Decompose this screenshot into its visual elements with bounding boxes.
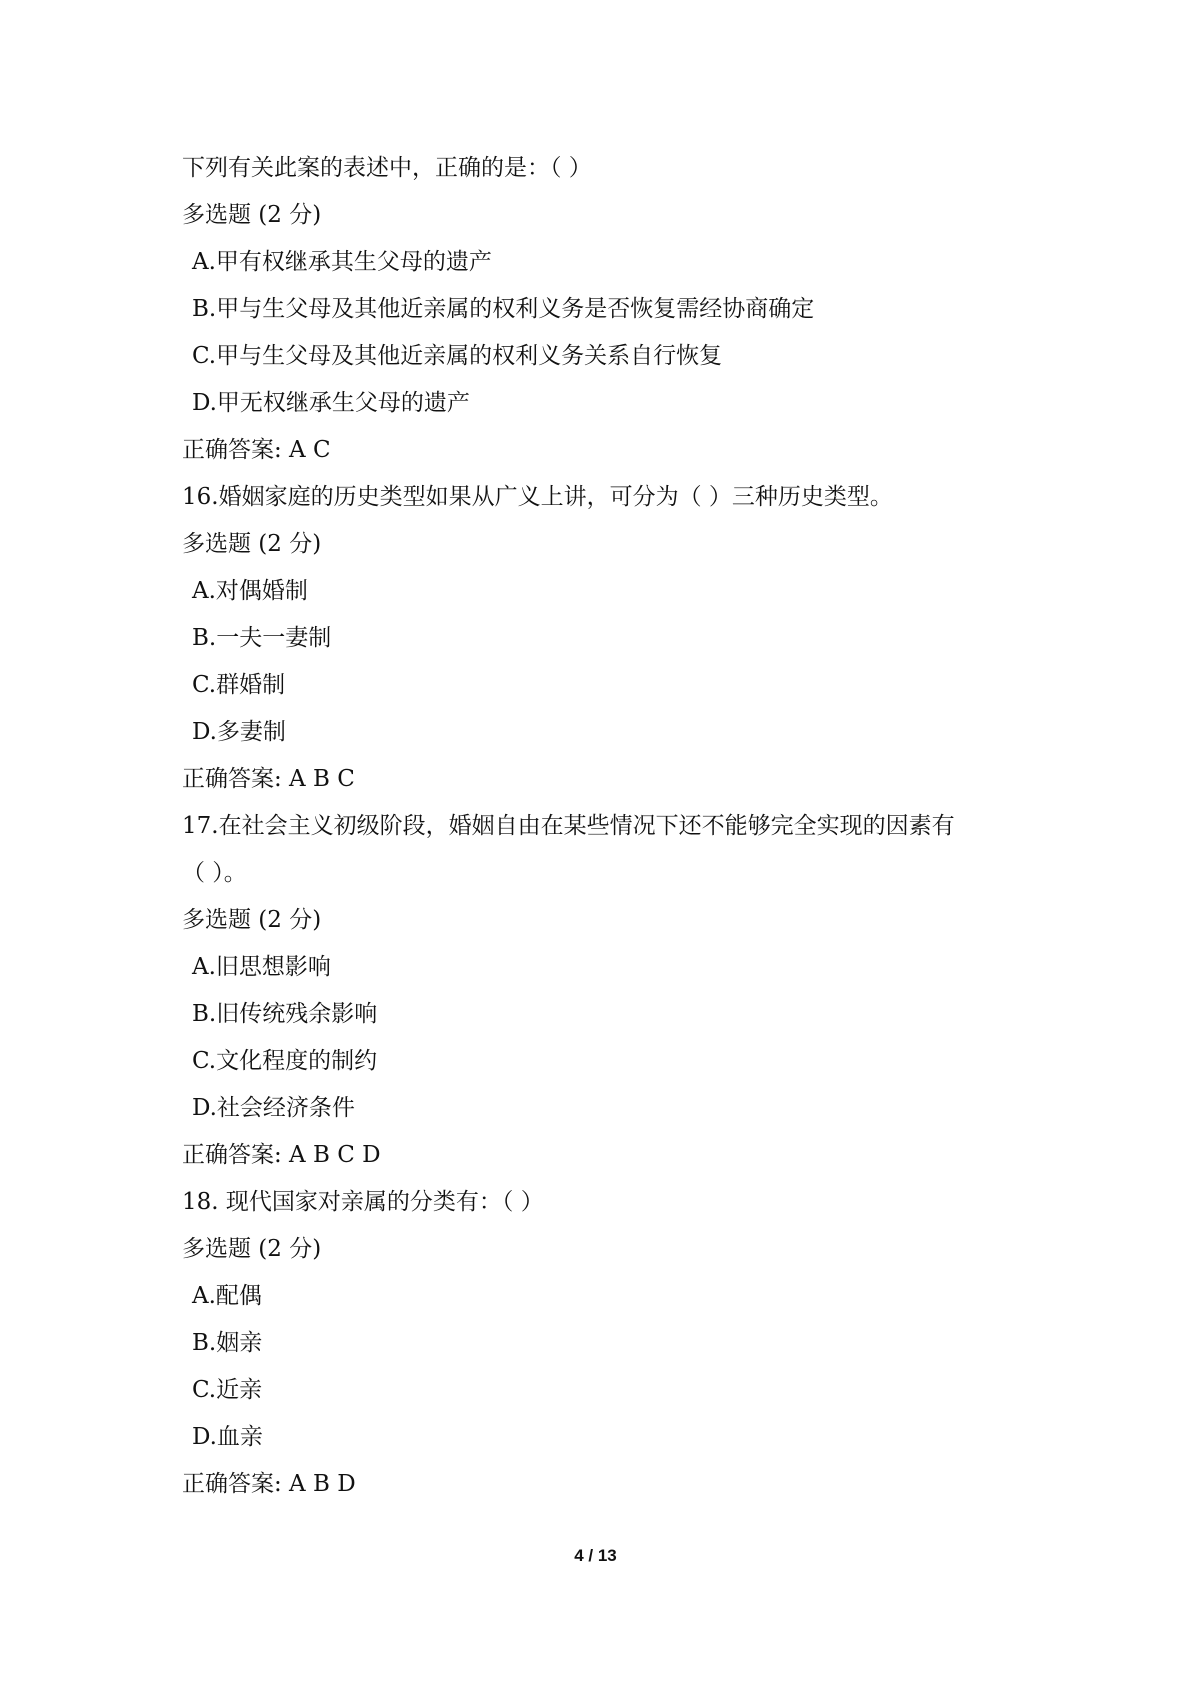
question-17-text-line2: （ ）。	[182, 860, 247, 886]
question-content	[182, 148, 1012, 1511]
option-a: A.对偶婚制	[192, 578, 308, 604]
option-d: D.多妻制	[192, 719, 286, 745]
option-a: A.甲有权继承其生父母的遗产	[192, 249, 492, 275]
question-type: 多选题 (2 分)	[182, 907, 322, 933]
option-c: C.近亲	[192, 1377, 263, 1403]
option-b: B.甲与生父母及其他近亲属的权利义务是否恢复需经协商确定	[192, 296, 815, 322]
correct-answer: 正确答案: A B D	[182, 1471, 356, 1497]
option-c: C.文化程度的制约	[192, 1048, 378, 1074]
option-a: A.旧思想影响	[192, 954, 331, 980]
option-b: B.旧传统残余影响	[192, 1001, 378, 1027]
option-b: B.姻亲	[192, 1330, 263, 1356]
option-d: D.血亲	[192, 1424, 263, 1450]
option-d: D.甲无权继承生父母的遗产	[192, 390, 470, 416]
question-type: 多选题 (2 分)	[182, 1236, 322, 1262]
question-text: 下列有关此案的表述中，正确的是：（ ）	[182, 155, 592, 181]
question-16-text: 16.婚姻家庭的历史类型如果从广义上讲，可分为（ ）三种历史类型。	[182, 484, 893, 510]
option-d: D.社会经济条件	[192, 1095, 355, 1121]
question-type: 多选题 (2 分)	[182, 531, 322, 557]
page-number: 4 / 13	[574, 1546, 617, 1565]
question-18-text: 18. 现代国家对亲属的分类有：（ ）	[182, 1189, 544, 1215]
correct-answer: 正确答案: A B C D	[182, 1142, 381, 1168]
question-17-text-line1: 17.在社会主义初级阶段，婚姻自由在某些情况下还不能够完全实现的因素有	[182, 813, 955, 839]
option-b: B.一夫一妻制	[192, 625, 332, 651]
correct-answer: 正确答案: A B C	[182, 766, 355, 792]
option-c: C.群婚制	[192, 672, 286, 698]
correct-answer: 正确答案: A C	[182, 437, 331, 463]
option-a: A.配偶	[192, 1283, 262, 1309]
option-c: C.甲与生父母及其他近亲属的权利义务关系自行恢复	[192, 343, 723, 369]
question-type: 多选题 (2 分)	[182, 202, 322, 228]
